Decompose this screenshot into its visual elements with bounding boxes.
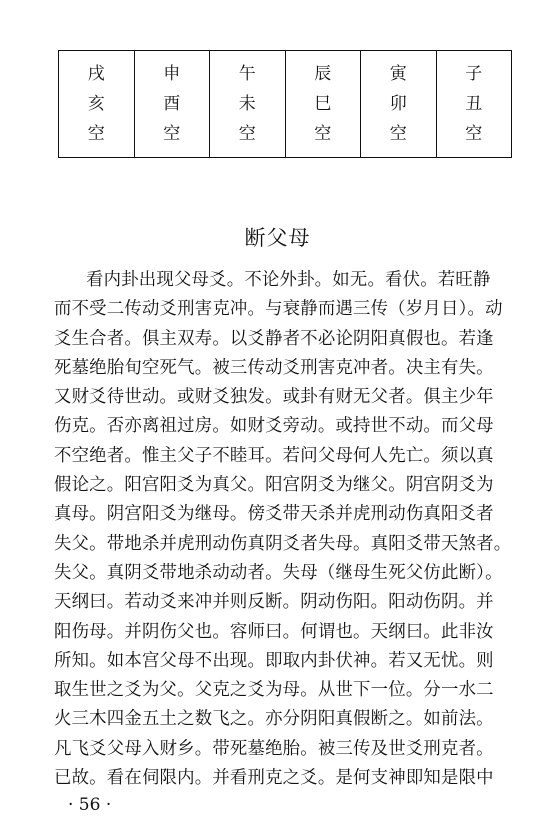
text-line: 天纲曰。若动爻来冲并则反断。阴动伤阳。阳动伤阴。并 (54, 592, 494, 613)
table-cell: 巳 (314, 94, 332, 114)
table-cell: 空 (465, 124, 483, 144)
text-line: 死墓绝胎旬空死气。被三传动爻刑害克冲者。决主有失。 (54, 357, 494, 378)
text-line: 取生世之爻为父。父克之爻为母。从世下一位。分一水二 (54, 680, 494, 701)
table-cell: 申 (163, 64, 181, 84)
table-cell: 辰 (314, 64, 332, 84)
text-line: 又财爻待世动。或财爻独发。或卦有财无父者。俱主少年 (54, 387, 494, 408)
table-cell: 空 (163, 124, 181, 144)
table-cell: 子 (465, 64, 483, 84)
table-cell: 戌 (87, 64, 105, 84)
text-line: 而不受二传动爻刑害克冲。与衰静而遇三传（岁月日）。动 (54, 299, 503, 320)
text-line: 已故。看在伺限内。并看刑克之爻。是何支神即知是限中 (54, 768, 494, 789)
text-line: 失父。真阴爻带地杀动动者。失母（继母生死父仿此断）。 (54, 562, 503, 583)
table-column (210, 51, 286, 157)
table-cell: 午 (238, 64, 256, 84)
text-line: 爻生合者。俱主双寿。以爻静者不必论阴阳真假也。若逢 (54, 328, 494, 349)
text-line: 伤克。否亦离祖过房。如财爻旁动。或持世不动。而父母 (54, 416, 494, 437)
text-line: 所知。如本宫父母不出现。即取内卦伏神。若又无忧。则 (54, 650, 494, 671)
table-cell: 丑 (465, 94, 483, 114)
text-line: 凡飞爻父母入财乡。带死墓绝胎。被三传及世爻刑克者。 (54, 738, 494, 759)
section-title: 断父母 (244, 226, 311, 250)
text-line: 不空绝者。惟主父子不睦耳。若问父母何人先亡。须以真 (54, 445, 494, 466)
text-line: 假论之。阳宫阳爻为真父。阳宫阴爻为继父。阴宫阴爻为 (54, 475, 494, 496)
table-cell: 寅 (389, 64, 407, 84)
body-paragraph (54, 266, 520, 793)
text-line: 看内卦出现父母爻。不论外卦。如无。看伏。若旺静 (86, 270, 491, 290)
text-line: 失父。带地杀并虎刑动伤真阴爻者失母。真阳爻带天煞者。 (54, 533, 512, 554)
table-column (135, 51, 211, 157)
table-cell: 空 (389, 124, 407, 144)
table-cell: 空 (314, 124, 332, 144)
branch-table (58, 50, 512, 158)
table-cell: 空 (87, 124, 105, 144)
table-cell: 空 (238, 124, 256, 144)
table-cell: 未 (238, 94, 256, 114)
text-line: 真母。阴宫阳爻为继母。傍爻带天杀并虎刑动伤真阳爻者 (54, 504, 494, 525)
table-column (59, 51, 135, 157)
page-number: · 56 · (68, 795, 112, 815)
table-column (437, 51, 512, 157)
text-line: 阳伤母。并阴伤父也。容师曰。何谓也。天纲曰。此非汝 (54, 621, 494, 642)
table-cell: 酉 (163, 94, 181, 114)
table-cell: 卯 (389, 94, 407, 114)
table-column (361, 51, 437, 157)
table-cell: 亥 (87, 94, 105, 114)
table-column (286, 51, 362, 157)
text-line: 火三木四金五土之数飞之。亦分阴阳真假断之。如前法。 (54, 709, 494, 730)
